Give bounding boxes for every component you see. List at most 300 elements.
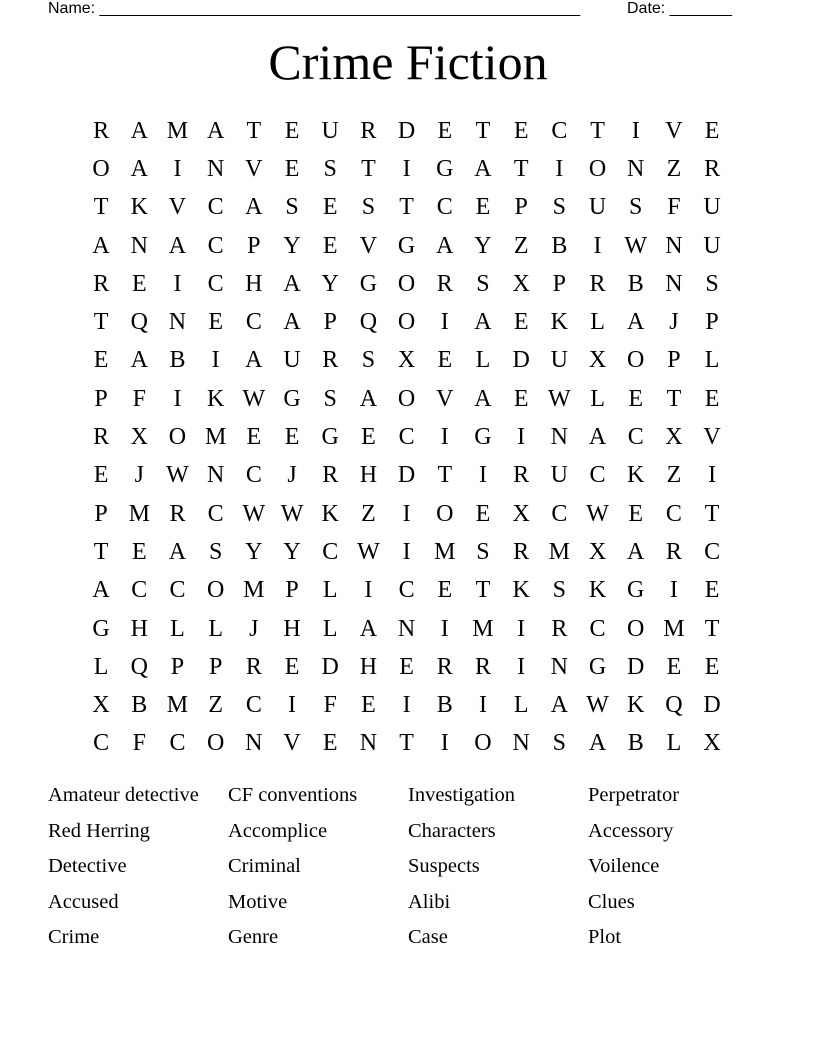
grid-cell[interactable]: E <box>361 692 376 719</box>
grid-cell[interactable]: K <box>206 385 225 412</box>
grid-cell[interactable]: W <box>166 462 189 489</box>
grid-cell[interactable]: P <box>667 347 681 374</box>
grid-cell[interactable]: P <box>514 194 528 221</box>
grid-cell[interactable]: Z <box>361 500 376 527</box>
grid-cell[interactable]: C <box>207 500 224 527</box>
grid-cell[interactable]: G <box>474 424 492 451</box>
grid-cell[interactable]: R <box>93 117 110 144</box>
grid-cell[interactable]: N <box>359 730 378 757</box>
grid-cell[interactable]: U <box>283 347 301 374</box>
grid-cell[interactable]: I <box>555 155 564 182</box>
grid-cell[interactable]: L <box>208 615 223 642</box>
grid-cell[interactable]: T <box>93 309 109 336</box>
grid-cell[interactable]: T <box>93 538 109 565</box>
grid-cell[interactable]: E <box>704 117 720 144</box>
grid-cell[interactable]: O <box>168 424 187 451</box>
grid-cell[interactable]: S <box>705 270 719 297</box>
grid-cell[interactable]: E <box>437 347 453 374</box>
grid-cell[interactable]: C <box>551 500 568 527</box>
grid-cell[interactable]: E <box>93 347 109 374</box>
grid-cell[interactable]: Q <box>130 653 148 680</box>
grid-cell[interactable]: O <box>627 347 645 374</box>
grid-cell[interactable]: P <box>208 653 223 680</box>
grid-cell[interactable]: N <box>130 232 148 259</box>
date-label: Date: <box>627 0 670 17</box>
grid-cell[interactable]: N <box>665 270 683 297</box>
grid-cell[interactable]: C <box>207 232 224 259</box>
grid-cell[interactable]: I <box>517 615 526 642</box>
grid-cell[interactable]: W <box>586 692 609 719</box>
grid-cell[interactable]: N <box>206 155 225 182</box>
grid-cell[interactable]: C <box>93 730 110 757</box>
grid-cell[interactable]: M <box>128 500 150 527</box>
grid-cell[interactable]: A <box>588 424 607 451</box>
grid-cell[interactable]: A <box>130 155 148 182</box>
grid-cell[interactable]: A <box>550 692 569 719</box>
grid-cell[interactable]: P <box>247 232 261 259</box>
grid-cell[interactable]: R <box>704 155 721 182</box>
grid-cell[interactable]: W <box>242 385 266 412</box>
grid-cell[interactable]: T <box>246 117 262 144</box>
grid-cell[interactable]: A <box>245 347 263 374</box>
grid-cell[interactable]: T <box>513 155 529 182</box>
grid-cell[interactable]: S <box>476 538 490 565</box>
grid-cell[interactable]: L <box>704 347 720 374</box>
grid-cell[interactable]: K <box>550 309 569 336</box>
grid-cell[interactable]: M <box>434 538 456 565</box>
name-field[interactable] <box>48 0 580 18</box>
grid-cell[interactable]: Q <box>359 309 378 336</box>
grid-cell[interactable]: P <box>170 653 185 680</box>
word-list-item: Voilence <box>588 855 660 877</box>
grid-cell[interactable]: I <box>440 309 449 336</box>
grid-cell[interactable]: E <box>475 194 491 221</box>
grid-cell[interactable]: V <box>359 232 378 259</box>
grid-cell[interactable]: S <box>552 577 567 604</box>
grid-cell[interactable]: N <box>627 155 645 182</box>
grid-cell[interactable]: O <box>474 730 492 757</box>
grid-cell[interactable]: O <box>397 309 416 336</box>
grid-cell[interactable]: P <box>552 270 567 297</box>
grid-cell[interactable]: E <box>475 500 491 527</box>
grid-cell[interactable]: R <box>169 500 186 527</box>
grid-cell[interactable]: E <box>322 232 338 259</box>
grid-cell[interactable]: K <box>588 577 607 604</box>
grid-cell[interactable]: R <box>513 462 530 489</box>
grid-cell[interactable]: P <box>285 577 299 604</box>
grid-cell[interactable]: W <box>242 500 266 527</box>
grid-cell[interactable]: M <box>548 538 571 565</box>
grid-cell[interactable]: G <box>359 270 378 297</box>
grid-cell[interactable]: A <box>168 232 187 259</box>
grid-cell[interactable]: O <box>92 155 110 182</box>
grid-cell[interactable]: J <box>249 615 259 642</box>
grid-cell[interactable]: U <box>550 462 569 489</box>
grid-cell[interactable]: H <box>245 270 263 297</box>
grid-cell[interactable]: T <box>399 194 414 221</box>
grid-cell[interactable]: R <box>322 462 339 489</box>
grid-cell[interactable]: I <box>517 653 526 680</box>
grid-cell[interactable]: C <box>169 577 186 604</box>
grid-cell[interactable]: L <box>666 730 682 757</box>
grid-cell[interactable]: W <box>280 500 304 527</box>
grid-cell[interactable]: H <box>359 653 378 680</box>
grid-cell[interactable]: O <box>588 155 607 182</box>
grid-cell[interactable]: S <box>285 194 299 221</box>
grid-cell[interactable]: T <box>704 615 720 642</box>
grid-cell[interactable]: Z <box>513 232 529 259</box>
grid-cell[interactable]: A <box>130 347 148 374</box>
grid-cell[interactable]: C <box>207 194 224 221</box>
grid-cell[interactable]: A <box>627 538 645 565</box>
grid-cell[interactable]: O <box>397 385 416 412</box>
grid-cell[interactable]: R <box>551 615 568 642</box>
grid-cell[interactable]: T <box>590 117 605 144</box>
grid-cell[interactable]: V <box>245 155 263 182</box>
grid-cell[interactable]: L <box>590 309 605 336</box>
grid-cell[interactable]: R <box>513 538 530 565</box>
grid-cell[interactable]: G <box>283 385 301 412</box>
grid-cell[interactable]: P <box>323 309 337 336</box>
grid-cell[interactable]: M <box>663 615 685 642</box>
grid-cell[interactable]: P <box>705 309 719 336</box>
grid-cell[interactable]: Y <box>283 538 301 565</box>
grid-cell[interactable]: F <box>667 194 681 221</box>
grid-cell[interactable]: I <box>440 615 449 642</box>
header-line <box>48 0 748 20</box>
grid-cell[interactable]: O <box>397 270 416 297</box>
grid-cell[interactable]: T <box>93 194 109 221</box>
grid-cell[interactable]: A <box>474 385 492 412</box>
grid-cell[interactable]: X <box>703 730 721 757</box>
grid-cell[interactable]: R <box>322 347 339 374</box>
grid-cell[interactable]: X <box>588 538 607 565</box>
grid-cell[interactable]: L <box>513 692 529 719</box>
grid-cell[interactable]: I <box>478 462 487 489</box>
grid-cell[interactable]: I <box>211 347 220 374</box>
grid-cell[interactable]: V <box>283 730 301 757</box>
grid-cell[interactable]: A <box>588 730 607 757</box>
grid-cell[interactable]: B <box>436 692 453 719</box>
grid-cell[interactable]: E <box>322 194 338 221</box>
grid-cell[interactable]: A <box>474 155 492 182</box>
grid-cell[interactable]: D <box>397 462 416 489</box>
grid-cell[interactable]: C <box>169 730 186 757</box>
grid-cell[interactable]: E <box>322 730 338 757</box>
grid-cell[interactable]: C <box>398 577 415 604</box>
grid-cell[interactable]: C <box>322 538 339 565</box>
grid-cell[interactable]: S <box>208 538 223 565</box>
grid-cell[interactable]: X <box>512 270 530 297</box>
grid-cell[interactable]: T <box>399 730 414 757</box>
grid-cell[interactable]: E <box>513 117 529 144</box>
grid-cell[interactable]: N <box>550 424 569 451</box>
word-list-item: Suspects <box>408 855 480 877</box>
grid-cell[interactable]: W <box>548 385 571 412</box>
grid-cell[interactable]: A <box>283 270 301 297</box>
grid-cell[interactable]: Y <box>474 232 492 259</box>
grid-cell[interactable]: A <box>92 577 110 604</box>
grid-cell[interactable]: B <box>551 232 568 259</box>
grid-cell[interactable]: R <box>93 270 110 297</box>
grid-cell[interactable]: E <box>704 385 720 412</box>
grid-cell[interactable]: D <box>627 653 645 680</box>
grid-cell[interactable]: E <box>666 653 682 680</box>
grid-cell[interactable]: O <box>206 577 225 604</box>
grid-cell[interactable]: Y <box>245 538 263 565</box>
grid-cell[interactable]: A <box>283 309 301 336</box>
grid-cell[interactable]: H <box>130 615 148 642</box>
grid-cell[interactable]: I <box>402 500 411 527</box>
grid-cell[interactable]: T <box>361 155 376 182</box>
grid-cell[interactable]: Y <box>321 270 339 297</box>
grid-cell[interactable]: E <box>284 155 300 182</box>
grid-cell[interactable]: I <box>402 155 411 182</box>
grid-cell[interactable]: A <box>168 538 187 565</box>
grid-cell[interactable]: A <box>359 385 378 412</box>
grid-cell[interactable]: E <box>361 424 376 451</box>
grid-cell[interactable]: R <box>360 117 377 144</box>
grid-cell[interactable]: R <box>436 270 453 297</box>
grid-cell[interactable]: G <box>436 155 454 182</box>
grid-cell[interactable]: H <box>283 615 301 642</box>
grid-cell[interactable]: N <box>168 309 187 336</box>
grid-cell[interactable]: C <box>245 462 262 489</box>
grid-cell[interactable]: R <box>436 653 453 680</box>
grid-cell[interactable]: A <box>359 615 378 642</box>
grid-cell[interactable]: X <box>512 500 530 527</box>
grid-cell[interactable]: Z <box>208 692 223 719</box>
grid-cell[interactable]: T <box>475 577 491 604</box>
grid-cell[interactable]: E <box>246 424 262 451</box>
grid-cell[interactable]: H <box>359 462 378 489</box>
grid-cell[interactable]: F <box>132 730 146 757</box>
grid-cell[interactable]: R <box>245 653 262 680</box>
grid-cell[interactable]: G <box>397 232 416 259</box>
grid-cell[interactable]: C <box>589 615 606 642</box>
grid-cell[interactable]: V <box>665 117 683 144</box>
grid-cell[interactable]: E <box>131 538 147 565</box>
grid-cell[interactable]: G <box>627 577 645 604</box>
grid-cell[interactable]: Q <box>665 692 683 719</box>
grid-cell[interactable]: I <box>402 538 411 565</box>
grid-cell[interactable]: E <box>628 500 644 527</box>
grid-cell[interactable]: E <box>513 385 529 412</box>
grid-cell[interactable]: K <box>321 500 339 527</box>
grid-cell[interactable]: Y <box>283 232 301 259</box>
grid-cell[interactable]: R <box>93 424 110 451</box>
grid-cell[interactable]: E <box>284 424 300 451</box>
grid-cell[interactable]: J <box>287 462 297 489</box>
grid-cell[interactable]: N <box>397 615 416 642</box>
grid-cell[interactable]: N <box>512 730 530 757</box>
grid-cell[interactable]: U <box>588 194 607 221</box>
grid-cell[interactable]: B <box>131 692 148 719</box>
grid-cell[interactable]: L <box>590 385 605 412</box>
grid-cell[interactable]: C <box>704 538 721 565</box>
grid-cell[interactable]: S <box>361 347 376 374</box>
grid-cell[interactable]: K <box>627 692 645 719</box>
grid-cell[interactable]: S <box>552 194 567 221</box>
grid-cell[interactable]: X <box>588 347 607 374</box>
grid-cell[interactable]: T <box>437 462 453 489</box>
grid-cell[interactable]: Z <box>666 462 682 489</box>
grid-cell[interactable]: C <box>131 577 148 604</box>
grid-cell[interactable]: G <box>588 653 607 680</box>
grid-cell[interactable]: S <box>323 155 337 182</box>
grid-cell[interactable]: I <box>364 577 373 604</box>
word-list-item: Perpetrator <box>588 784 680 806</box>
grid-cell[interactable]: U <box>550 347 569 374</box>
grid-cell[interactable]: I <box>517 424 526 451</box>
grid-cell[interactable]: M <box>472 615 494 642</box>
grid-cell[interactable]: C <box>551 117 568 144</box>
grid-cell[interactable]: I <box>593 232 602 259</box>
grid-cell[interactable]: P <box>94 500 108 527</box>
word-list-item: Genre <box>228 926 279 948</box>
grid-cell[interactable]: N <box>665 232 683 259</box>
grid-cell[interactable]: F <box>132 385 146 412</box>
grid-cell[interactable]: I <box>478 692 487 719</box>
grid-cell[interactable]: Z <box>666 155 682 182</box>
grid-cell[interactable]: J <box>134 462 144 489</box>
grid-cell[interactable]: D <box>512 347 530 374</box>
grid-cell[interactable]: C <box>398 424 415 451</box>
grid-cell[interactable]: K <box>130 194 148 221</box>
grid-cell[interactable]: D <box>703 692 721 719</box>
grid-cell[interactable]: W <box>624 232 648 259</box>
grid-cell[interactable]: M <box>204 424 227 451</box>
grid-cell[interactable]: U <box>703 194 721 221</box>
grid-cell[interactable]: E <box>704 653 720 680</box>
grid-cell[interactable]: A <box>436 232 454 259</box>
grid-cell[interactable]: C <box>245 692 262 719</box>
grid-cell[interactable]: D <box>321 653 339 680</box>
grid-cell[interactable]: C <box>245 309 262 336</box>
grid-cell[interactable]: E <box>284 653 300 680</box>
grid-cell[interactable]: B <box>627 730 644 757</box>
grid-cell[interactable]: B <box>169 347 186 374</box>
grid-cell[interactable]: T <box>666 385 682 412</box>
grid-cell[interactable]: P <box>94 385 108 412</box>
grid-cell[interactable]: K <box>627 462 645 489</box>
grid-cell[interactable]: A <box>130 117 148 144</box>
grid-cell[interactable]: K <box>512 577 530 604</box>
grid-cell[interactable]: L <box>475 347 491 374</box>
grid-cell[interactable]: T <box>475 117 491 144</box>
grid-cell[interactable]: Q <box>130 309 148 336</box>
word-list <box>48 780 768 958</box>
grid-cell[interactable]: F <box>323 692 337 719</box>
grid-cell[interactable]: I <box>631 117 640 144</box>
grid-cell[interactable]: A <box>474 309 492 336</box>
grid-cell[interactable]: A <box>92 232 110 259</box>
grid-cell[interactable]: R <box>589 270 606 297</box>
grid-cell[interactable]: N <box>550 653 569 680</box>
grid-cell[interactable]: D <box>397 117 416 144</box>
grid-cell[interactable]: X <box>92 692 110 719</box>
grid-cell[interactable]: I <box>440 730 449 757</box>
grid-cell[interactable]: L <box>93 653 109 680</box>
grid-cell[interactable]: O <box>436 500 454 527</box>
grid-cell[interactable]: C <box>436 194 453 221</box>
grid-cell[interactable]: S <box>629 194 643 221</box>
grid-cell[interactable]: I <box>173 270 182 297</box>
grid-cell[interactable]: I <box>708 462 717 489</box>
grid-cell[interactable]: T <box>704 500 720 527</box>
grid-cell[interactable]: I <box>173 385 182 412</box>
grid-cell[interactable]: V <box>168 194 187 221</box>
grid-cell[interactable]: C <box>207 270 224 297</box>
grid-cell[interactable]: R <box>474 653 491 680</box>
grid-cell[interactable]: G <box>321 424 339 451</box>
grid-cell[interactable]: L <box>170 615 185 642</box>
grid-cell[interactable]: W <box>586 500 609 527</box>
grid-cell[interactable]: R <box>665 538 682 565</box>
grid-cell[interactable]: C <box>589 462 606 489</box>
grid-cell[interactable]: E <box>208 309 223 336</box>
grid-cell[interactable]: A <box>245 194 263 221</box>
grid-cell[interactable]: I <box>669 577 678 604</box>
grid-cell[interactable]: E <box>437 117 453 144</box>
date-field[interactable] <box>627 0 732 18</box>
grid-cell[interactable]: X <box>397 347 416 374</box>
grid-cell[interactable]: I <box>288 692 297 719</box>
grid-cell[interactable]: S <box>476 270 490 297</box>
grid-cell[interactable]: E <box>704 577 720 604</box>
grid-cell[interactable]: J <box>669 309 679 336</box>
grid-cell[interactable]: G <box>92 615 110 642</box>
grid-cell[interactable]: L <box>322 577 338 604</box>
grid-cell[interactable]: L <box>322 615 338 642</box>
grid-cell[interactable]: O <box>627 615 645 642</box>
grid-cell[interactable]: E <box>131 270 147 297</box>
grid-cell[interactable]: O <box>206 730 225 757</box>
grid-cell[interactable]: S <box>552 730 567 757</box>
grid-cell[interactable]: E <box>93 462 109 489</box>
grid-cell[interactable]: I <box>173 155 182 182</box>
grid-cell[interactable]: N <box>245 730 263 757</box>
grid-cell[interactable]: S <box>361 194 376 221</box>
grid-cell[interactable]: M <box>166 692 189 719</box>
grid-cell[interactable]: U <box>703 232 721 259</box>
grid-cell[interactable]: E <box>284 117 300 144</box>
grid-cell[interactable]: I <box>402 692 411 719</box>
grid-cell[interactable]: A <box>627 309 645 336</box>
grid-cell[interactable]: A <box>206 117 225 144</box>
word-list-item: Case <box>408 926 448 948</box>
grid-cell[interactable]: W <box>357 538 380 565</box>
grid-cell[interactable]: C <box>665 500 682 527</box>
grid-cell[interactable]: M <box>243 577 265 604</box>
grid-cell[interactable]: M <box>166 117 189 144</box>
grid-cell[interactable]: I <box>440 424 449 451</box>
grid-cell[interactable]: X <box>130 424 148 451</box>
grid-cell[interactable]: E <box>628 385 644 412</box>
grid-cell[interactable]: E <box>513 309 529 336</box>
grid-cell[interactable]: V <box>436 385 454 412</box>
grid-cell[interactable]: U <box>321 117 339 144</box>
grid-cell[interactable]: B <box>627 270 644 297</box>
grid-cell[interactable]: N <box>206 462 225 489</box>
grid-cell[interactable]: S <box>323 385 337 412</box>
grid-cell[interactable]: E <box>437 577 453 604</box>
grid-cell[interactable]: X <box>665 424 683 451</box>
word-list-item: Investigation <box>408 784 516 806</box>
grid-cell[interactable]: C <box>627 424 644 451</box>
grid-cell[interactable]: V <box>703 424 721 451</box>
grid-cell[interactable]: E <box>399 653 414 680</box>
